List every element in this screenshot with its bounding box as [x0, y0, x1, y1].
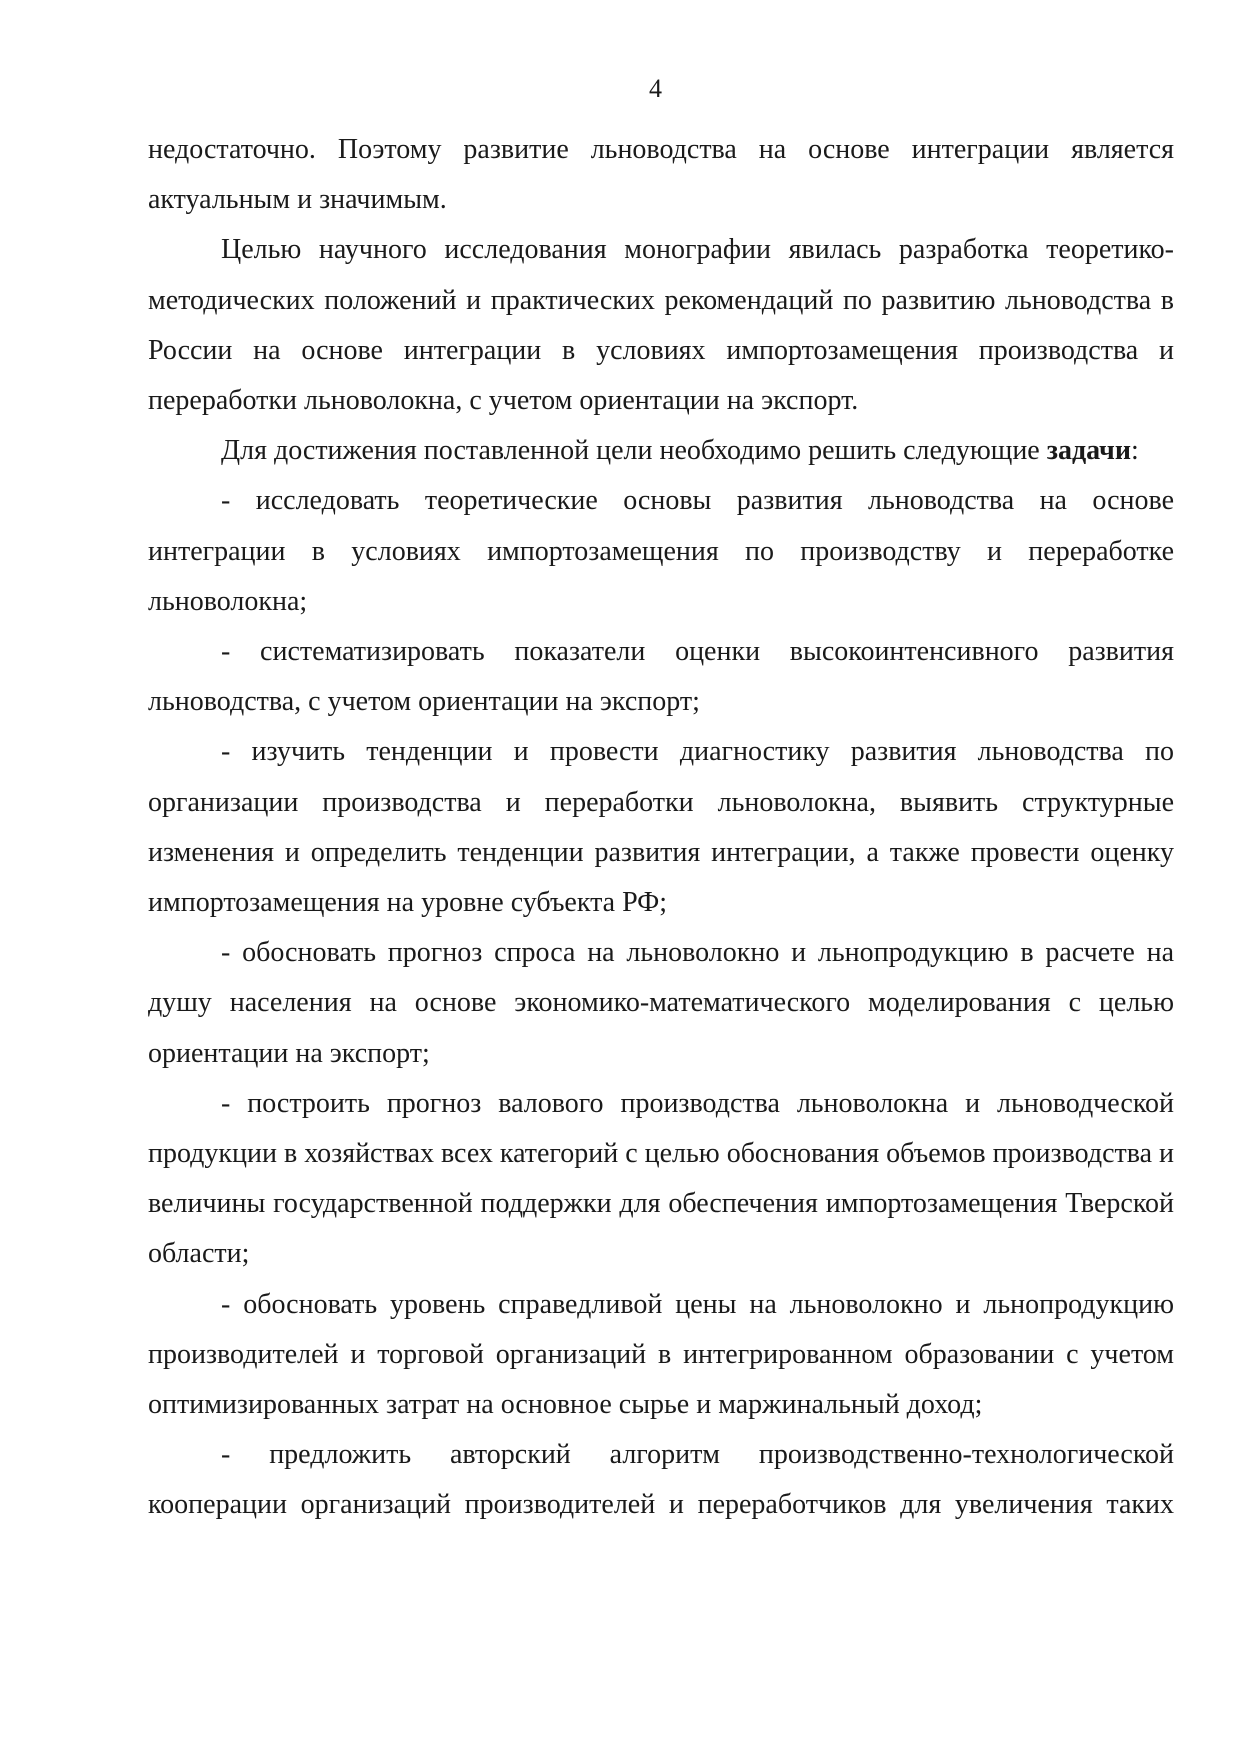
- task-item: - построить прогноз валового производства льноволокна и льноводческой продукции в хозяйствах всех категорий с целью обоснования объемов производства и величины государственной поддержки для обеспечения импортозамещения Тверской области;: [148, 1087, 1174, 1270]
- task-item: - предложить авторский алгоритм производственно-технологической кооперации организаций производителей и переработчиков для увеличения таких: [148, 1439, 1174, 1521]
- body-text: [148, 125, 1174, 1531]
- task-item: - исследовать теоретические основы развития льноводства на основе интеграции в условиях импортозамещения по производству и переработке льноволокна;: [148, 485, 1174, 617]
- task-item: - обосновать уровень справедливой цены на льноволокно и льнопродукцию производителей и торговой организаций в интегрированном образовании с учетом оптимизированных затрат на основное сырье и маржинальный доход;: [148, 1288, 1174, 1421]
- paragraph-tasks-intro: [148, 426, 1174, 476]
- tasks-intro-text: Для достижения поставленной цели необходимо решить следующие: [221, 435, 1047, 467]
- task-item: - обосновать прогноз спроса на льноволокно и льнопродукцию в расчете на душу населения на основе экономико-математического моделирования с целью ориентации на экспорт;: [148, 937, 1174, 1069]
- tasks-heading-colon: :: [1130, 435, 1139, 467]
- page-number: 4: [649, 74, 662, 103]
- task-item: - изучить тенденции и провести диагностику развития льноводства по организации производства и переработки льноволокна, выявить структурные изменения и определить тенденции развития интеграции, а также провести оценку импортозамещения на уровне субъекта РФ;: [148, 736, 1174, 919]
- paragraph-intro: недостаточно. Поэтому развитие льноводства на основе интеграции является актуальным и значимым.: [148, 134, 1174, 216]
- task-item: - систематизировать показатели оценки высокоинтенсивного развития льноводства, с учетом ориентации на экспорт;: [148, 636, 1174, 718]
- paragraph-goal: Целью научного исследования монографии явилась разработка теоретико-методических положений и практических рекомендаций по развитию льноводства в России на основе интеграции в условиях импортозамещения производства и переработки льноволокна, с учетом ориентации на экспорт.: [148, 234, 1174, 417]
- tasks-heading: задачи: [1046, 435, 1131, 467]
